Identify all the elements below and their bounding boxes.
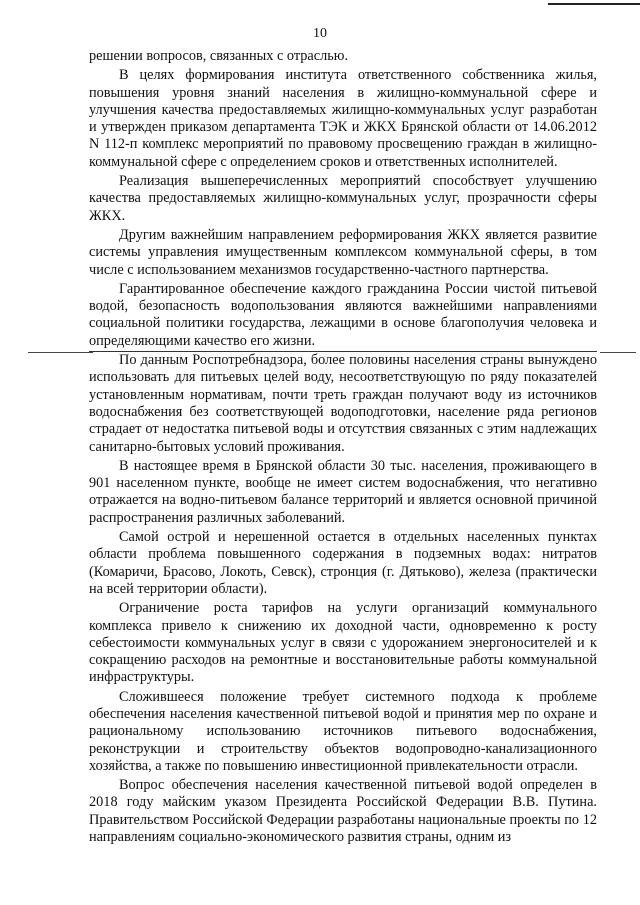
paragraph: Гарантированное обеспечение каждого гражданина России чистой питьевой водой, безопасность водопользования являются важнейшими направлениями социальной политики государства, лежащими в основе благополучия человека и определяющими качество его жизни.: [89, 280, 597, 349]
paragraph: Другим важнейшим направлением реформирования ЖКХ является развитие системы управления имущественным комплексом коммунальной сферы, в том числе с использованием механизмов государственно-частного партнерства.: [89, 226, 597, 278]
paragraph: Самой острой и нерешенной остается в отдельных населенных пунктах области проблема повышенного содержания в подземных водах: нитратов (Комаричи, Брасово, Локоть, Севск), стронция (г. Дятьково), железа (практически на всей территории области).: [89, 529, 597, 597]
margin-scan-mark-left: [28, 352, 93, 353]
paragraph: решении вопросов, связанных с отраслью.: [89, 48, 349, 64]
paragraph: В целях формирования института ответственного собственника жилья, повышения уровня знаний населения в жилищно-коммунальной сфере и улучшения качества предоставляемых жилищно-коммунальных услуг разработан и утвержден приказом департамента ТЭК и ЖКХ Брянской области от 14.06.2012 N 112-п комплекс мероприятий по правовому просвещению граждан в жилищно-коммунальной сфере с определением сроков и ответственных исполнителей.: [89, 67, 597, 170]
paragraph: Ограничение роста тарифов на услуги организаций коммунального комплекса привело к снижению их доходной части, одновременно к росту себестоимости коммунальных услуг в связи с удорожанием энергоносителей и к сокращению расходов на ремонтные и восстановительные работы коммунальной инфраструктуры.: [89, 600, 597, 686]
paragraph: По данным Роспотребнадзора, более половины населения страны вынуждено использовать для питьевых целей воду, несоответствующую по ряду показателей установленным нормативам, почти треть граждан получают воду из источников водоснабжения без соответствующей водоподготовки, население ряда регионов страдает от недостатка питьевой воды и отсутствия связанных с этим надлежащих санитарно-бытовых условий проживания.: [89, 352, 597, 455]
paragraph: Сложившееся положение требует системного подхода к проблеме обеспечения населения качественной питьевой водой и принятия мер по охране и рациональному использованию источников питьевого водоснабжения, реконструкции и строительству объектов водопроводно-канализационного хозяйства, а также по повышению инвестиционной привлекательности отрасли.: [89, 688, 597, 774]
page-number: 10: [313, 26, 327, 41]
paragraph: В настоящее время в Брянской области 30 тыс. населения, проживающего в 901 населенном пункте, вообще не имеет систем водоснабжения, что негативно отражается на водно-питьевом балансе территорий и является основной причиной распространения различных заболеваний.: [89, 457, 597, 526]
paragraph: Реализация вышеперечисленных мероприятий способствует улучшению качества предоставляемых жилищно-коммунальных услуг, прозрачности сферы ЖКХ.: [89, 173, 597, 224]
paragraph: Вопрос обеспечения населения качественной питьевой водой определен в 2018 году майским указом Президента Российской Федерации В.В. Путина. Правительством Российской Федерации разработаны национальные проекты по 12 направлениям социально-экономического развития страны, одним из: [89, 777, 597, 846]
margin-scan-mark-right: [600, 352, 636, 353]
top-edge-line: [548, 3, 640, 5]
body-text: [89, 48, 597, 846]
